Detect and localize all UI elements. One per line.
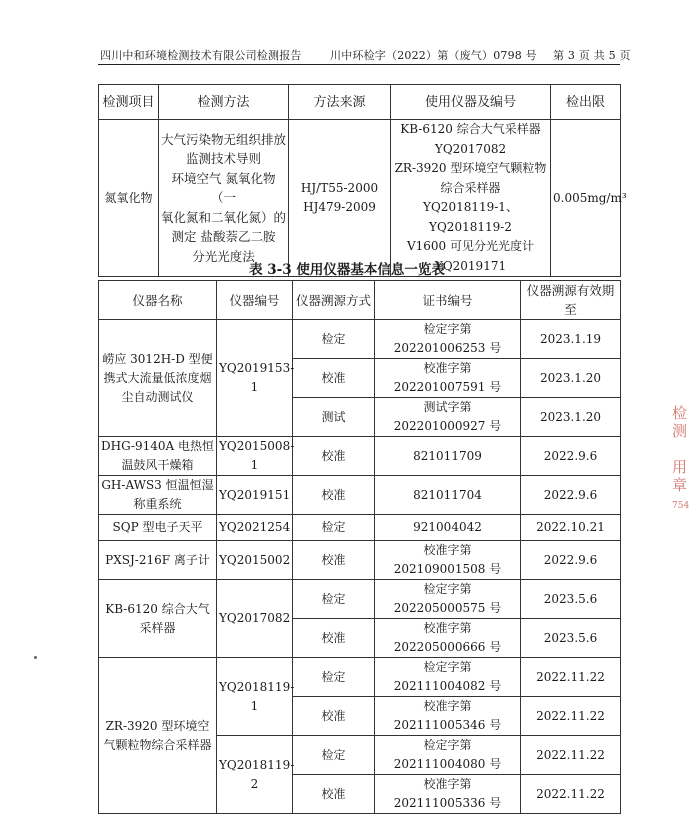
col-header: 检测方法 bbox=[159, 85, 289, 120]
col-header: 检出限 bbox=[551, 85, 621, 120]
col-header: 使用仪器及编号 bbox=[391, 85, 551, 120]
source-line: HJ479-2009 bbox=[303, 200, 376, 214]
detection-method-table bbox=[98, 84, 627, 277]
trace-method-cell: 校准 bbox=[293, 775, 375, 814]
table-row bbox=[99, 515, 621, 541]
col-header: 方法来源 bbox=[289, 85, 391, 120]
instrument-table-body bbox=[99, 320, 621, 814]
col-header: 证书编号 bbox=[375, 281, 521, 320]
valid-until-cell: 2022.11.22 bbox=[521, 736, 621, 775]
instrument-code-cell: YQ2019151 bbox=[217, 476, 293, 515]
valid-until-cell: 2023.1.19 bbox=[521, 320, 621, 359]
instrument-name-cell: SQP 型电子天平 bbox=[99, 515, 217, 541]
instrument-line: YQ2018119-1、YQ2018119-2 bbox=[423, 200, 518, 234]
instrument-code-cell: YQ2019153-1 bbox=[217, 320, 293, 437]
valid-until-cell: 2022.11.22 bbox=[521, 697, 621, 736]
table-row bbox=[99, 658, 621, 697]
trace-method-cell: 检定 bbox=[293, 515, 375, 541]
trace-method-cell: 校准 bbox=[293, 541, 375, 580]
table-row bbox=[99, 580, 621, 619]
col-header: 仪器编号 bbox=[217, 281, 293, 320]
table-row bbox=[99, 320, 621, 359]
header-rule bbox=[98, 64, 620, 65]
instrument-name-cell: GH-AWS3 恒温恒湿称重系统 bbox=[99, 476, 217, 515]
method-line: 监测技术导则 bbox=[185, 151, 261, 167]
trace-method-cell: 检定 bbox=[293, 320, 375, 359]
trace-method-cell: 测试 bbox=[293, 398, 375, 437]
trace-method-cell: 检定 bbox=[293, 658, 375, 697]
col-header: 仪器溯源有效期至 bbox=[521, 281, 621, 320]
method-line: 大气污染物无组织排放 bbox=[161, 131, 287, 147]
header-report-no: 川中环检字（2022）第（废气）0798 号 bbox=[330, 49, 537, 62]
instrument-line: V1600 可见分光光度计 bbox=[406, 239, 535, 253]
item-cell: 氮氧化物 bbox=[99, 120, 159, 277]
instrument-name-cell: 崂应 3012H-D 型便携式大流量低浓度烟尘自动测试仪 bbox=[99, 320, 217, 437]
valid-until-cell: 2023.1.20 bbox=[521, 398, 621, 437]
instrument-code-cell: YQ2021254 bbox=[217, 515, 293, 541]
method-line: 分光光度法 bbox=[192, 248, 255, 264]
certificate-cell: 检定字第 202111004080 号 bbox=[375, 736, 521, 775]
method-line: 环境空气 氮氧化物（一 bbox=[171, 170, 276, 206]
instrument-line: ZR-3920 型环境空气颗粒物 bbox=[394, 161, 547, 175]
valid-until-cell: 2022.9.6 bbox=[521, 437, 621, 476]
valid-until-cell: 2022.9.6 bbox=[521, 476, 621, 515]
certificate-cell: 校准字第 202111005346 号 bbox=[375, 697, 521, 736]
source-line: HJ/T55-2000 bbox=[300, 181, 379, 195]
table-header-row bbox=[99, 85, 621, 120]
certificate-cell: 检定字第 202201006253 号 bbox=[375, 320, 521, 359]
instrument-line: KB-6120 综合大气采样器 bbox=[400, 122, 541, 136]
certificate-cell: 检定字第 202111004082 号 bbox=[375, 658, 521, 697]
table-row bbox=[99, 437, 621, 476]
certificate-cell: 921004042 bbox=[375, 515, 521, 541]
method-cell bbox=[159, 120, 289, 277]
trace-method-cell: 检定 bbox=[293, 580, 375, 619]
instrument-code-cell: YQ2015002 bbox=[217, 541, 293, 580]
page-header bbox=[0, 44, 694, 64]
certificate-cell: 校准字第 202201007591 号 bbox=[375, 359, 521, 398]
instrument-line: YQ2017082 bbox=[434, 141, 507, 156]
instrument-name-cell: ZR-3920 型环境空气颗粒物综合采样器 bbox=[99, 658, 217, 814]
instrument-name-cell: KB-6120 综合大气采样器 bbox=[99, 580, 217, 658]
trace-method-cell: 校准 bbox=[293, 697, 375, 736]
col-header: 检测项目 bbox=[99, 85, 159, 120]
table-row bbox=[99, 541, 621, 580]
method-line: 测定 盐酸萘乙二胺 bbox=[171, 229, 276, 245]
table-row bbox=[99, 120, 621, 277]
trace-method-cell: 校准 bbox=[293, 437, 375, 476]
col-header: 仪器溯源方式 bbox=[293, 281, 375, 320]
header-page: 第 3 页 共 5 页 bbox=[553, 49, 631, 62]
limit-cell: 0.005mg/m³ bbox=[551, 120, 621, 277]
table-header-row bbox=[99, 281, 621, 320]
trace-method-cell: 校准 bbox=[293, 359, 375, 398]
scan-speck bbox=[34, 656, 37, 659]
trace-method-cell: 校准 bbox=[293, 619, 375, 658]
valid-until-cell: 2022.9.6 bbox=[521, 541, 621, 580]
valid-until-cell: 2022.10.21 bbox=[521, 515, 621, 541]
trace-method-cell: 校准 bbox=[293, 476, 375, 515]
method-line: 氧化氮和二氧化氮）的 bbox=[161, 209, 287, 225]
instrument-code-cell: YQ2017082 bbox=[217, 580, 293, 658]
col-header: 仪器名称 bbox=[99, 281, 217, 320]
valid-until-cell: 2022.11.22 bbox=[521, 775, 621, 814]
certificate-cell: 校准字第 202109001508 号 bbox=[375, 541, 521, 580]
header-org: 四川中和环境检测技术有限公司检测报告 bbox=[100, 49, 302, 62]
instrument-code-cell: YQ2015008-1 bbox=[217, 437, 293, 476]
source-cell bbox=[289, 120, 391, 277]
valid-until-cell: 2023.5.6 bbox=[521, 619, 621, 658]
certificate-cell: 测试字第 202201000927 号 bbox=[375, 398, 521, 437]
certificate-cell: 821011709 bbox=[375, 437, 521, 476]
certificate-cell: 821011704 bbox=[375, 476, 521, 515]
instrument-name-cell: DHG-9140A 电热恒温鼓风干燥箱 bbox=[99, 437, 217, 476]
valid-until-cell: 2023.5.6 bbox=[521, 580, 621, 619]
instrument-line: YQ2019171 bbox=[434, 258, 507, 273]
instrument-code-cell: YQ2018119-1 bbox=[217, 658, 293, 736]
instrument-cell bbox=[391, 120, 551, 277]
valid-until-cell: 2022.11.22 bbox=[521, 658, 621, 697]
instrument-info-table bbox=[98, 280, 621, 814]
red-seal-fragment: 检 测 用 章 754 bbox=[672, 404, 690, 511]
instrument-code-cell: YQ2018119-2 bbox=[217, 736, 293, 814]
table-caption: 表 3-3 使用仪器基本信息一览表 bbox=[249, 262, 445, 278]
certificate-cell: 校准字第 202205000666 号 bbox=[375, 619, 521, 658]
certificate-cell: 检定字第 202205000575 号 bbox=[375, 580, 521, 619]
certificate-cell: 校准字第 202111005336 号 bbox=[375, 775, 521, 814]
valid-until-cell: 2023.1.20 bbox=[521, 359, 621, 398]
table-row bbox=[99, 476, 621, 515]
instrument-name-cell: PXSJ-216F 离子计 bbox=[99, 541, 217, 580]
trace-method-cell: 检定 bbox=[293, 736, 375, 775]
instrument-line: 综合采样器 bbox=[440, 180, 501, 195]
